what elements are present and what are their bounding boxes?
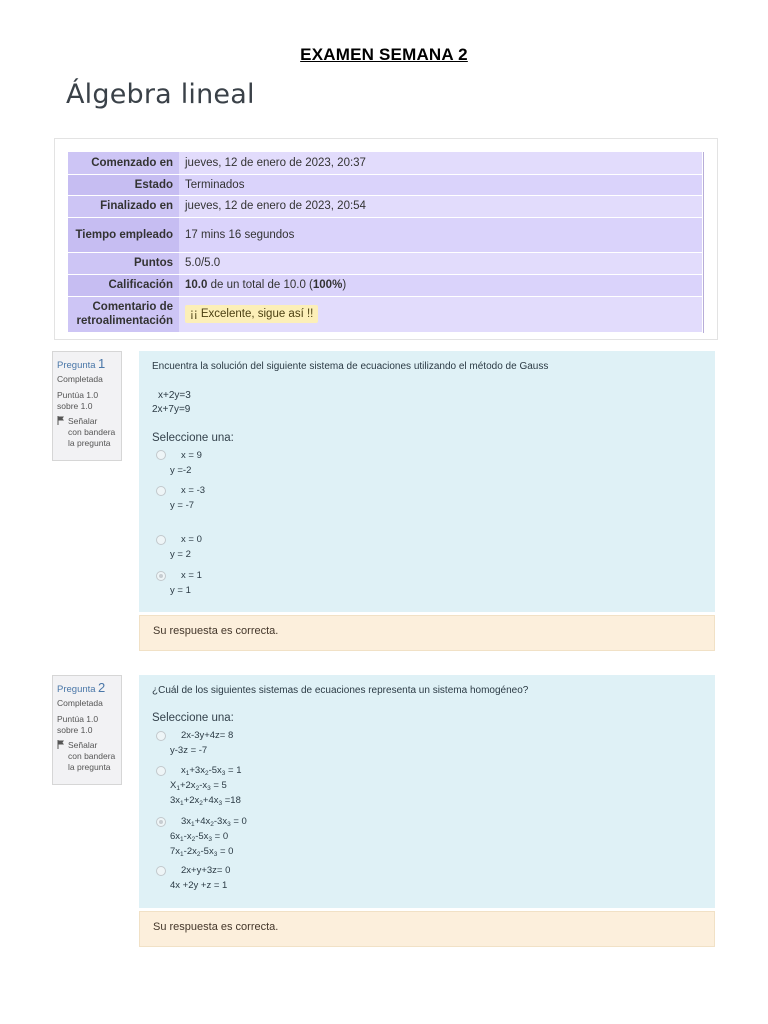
- attempt-summary: [54, 138, 718, 340]
- summary-label: Finalizado en: [68, 195, 179, 217]
- summary-row: [68, 152, 702, 174]
- feedback-text: Su respuesta es correcta.: [153, 921, 279, 933]
- grade-score: 10.0: [185, 279, 208, 291]
- option-line: 2x-3y+4z= 8: [181, 730, 234, 741]
- option-line: x = -3: [181, 485, 206, 496]
- document-title: EXAMEN SEMANA 2: [300, 45, 468, 64]
- option-line: $3x_1+4x_2-3x_3 = 0$: [181, 816, 247, 828]
- select-label: Seleccione una:: [152, 432, 234, 444]
- summary-row: [68, 174, 702, 195]
- question-number: [57, 680, 117, 695]
- score-line: sobre 1.0: [57, 401, 93, 411]
- question-score: [57, 390, 117, 412]
- summary-row: [68, 274, 702, 296]
- flag-line: con bandera: [68, 751, 116, 761]
- option-line: 4x +2y +z = 1: [170, 880, 228, 891]
- option-line: y = -7: [170, 500, 195, 511]
- question-1-content: [139, 351, 715, 612]
- score-line: sobre 1.0: [57, 725, 93, 735]
- summary-label: Comentario de retroalimentación: [68, 296, 179, 332]
- question-2-info: [52, 675, 122, 785]
- option-line: y = 2: [170, 549, 191, 560]
- option-line: y = 1: [170, 585, 191, 596]
- question-number: [57, 356, 117, 371]
- option-line: x = 9: [181, 450, 202, 461]
- course-title: Álgebra lineal: [66, 79, 255, 110]
- summary-row: [68, 296, 702, 332]
- flag-line: con bandera: [68, 427, 116, 437]
- question-label: Pregunta: [57, 684, 96, 695]
- flag-line: Señalar: [68, 740, 98, 750]
- option-line: x = 1: [181, 570, 202, 581]
- summary-row: [68, 252, 702, 274]
- summary-value: [179, 296, 702, 332]
- grade-total: de un total de 10.0 (: [207, 279, 313, 291]
- flag-line: la pregunta: [68, 762, 111, 772]
- radio-icon[interactable]: [156, 817, 166, 827]
- radio-icon[interactable]: [156, 731, 166, 741]
- summary-label: Calificación: [68, 274, 179, 296]
- question-1-feedback: [139, 615, 715, 651]
- option-line: $X_1+2x_2-x_3 = 5$: [170, 780, 227, 792]
- question-status: Completada: [57, 374, 103, 384]
- option-line: 2x+y+3z= 0: [181, 865, 231, 876]
- radio-icon[interactable]: [156, 535, 166, 545]
- summary-row: [68, 217, 702, 252]
- question-2-content: [139, 675, 715, 908]
- equation-line: x+2y=3: [158, 390, 191, 401]
- question-status: Completada: [57, 698, 103, 708]
- flag-line: Señalar: [68, 416, 98, 426]
- option-line: $3x_1+2x_2+4x_3 =18$: [170, 795, 241, 807]
- question-2-feedback: [139, 911, 715, 947]
- summary-table: [68, 152, 702, 332]
- flag-icon: [57, 416, 65, 427]
- summary-row: [68, 195, 702, 217]
- equation-line: 2x+7y=9: [152, 404, 191, 415]
- summary-value: 5.0/5.0: [179, 252, 702, 274]
- option-line: y =-2: [170, 465, 192, 476]
- question-label: Pregunta: [57, 360, 96, 371]
- question-text: ¿Cuál de los siguientes sistemas de ecuaciones representa un sistema homogéneo?: [152, 685, 529, 696]
- option-line: $x_1+3x_2-5x_3 = 1$: [181, 765, 242, 777]
- flag-icon: [57, 740, 65, 751]
- radio-icon[interactable]: [156, 766, 166, 776]
- summary-label: Tiempo empleado: [68, 217, 179, 252]
- score-line: Puntúa 1.0: [57, 714, 99, 724]
- summary-label: Puntos: [68, 252, 179, 274]
- flag-question-link[interactable]: [57, 740, 117, 773]
- summary-value: Terminados: [179, 174, 702, 195]
- radio-icon[interactable]: [156, 866, 166, 876]
- select-label: Seleccione una:: [152, 712, 234, 724]
- flag-question-link[interactable]: [57, 416, 117, 449]
- grade-close: ): [342, 279, 347, 291]
- summary-value: jueves, 12 de enero de 2023, 20:37: [179, 152, 702, 174]
- radio-icon[interactable]: [156, 450, 166, 460]
- score-line: Puntúa 1.0: [57, 390, 99, 400]
- question-number-value: 1: [97, 356, 106, 371]
- feedback-text: Su respuesta es correcta.: [153, 625, 279, 637]
- flag-text: [68, 416, 115, 449]
- radio-icon[interactable]: [156, 486, 166, 496]
- grade-value: [179, 274, 702, 296]
- option-line: y-3z = -7: [170, 745, 208, 756]
- question-1-info: [52, 351, 122, 461]
- question-score: [57, 714, 117, 736]
- feedback-badge: ¡¡ Excelente, sigue así !!: [185, 305, 318, 323]
- summary-value: jueves, 12 de enero de 2023, 20:54: [179, 195, 702, 217]
- summary-value: 17 mins 16 segundos: [179, 217, 702, 252]
- summary-label: Comenzado en: [68, 152, 179, 174]
- radio-icon[interactable]: [156, 571, 166, 581]
- question-text: Encuentra la solución del siguiente sistema de ecuaciones utilizando el método de Gauss: [152, 361, 549, 372]
- question-number-value: 2: [97, 680, 106, 695]
- option-line: $6x_1-x_2-5x_3 = 0$: [170, 831, 229, 843]
- table-border: [703, 152, 704, 333]
- option-line: $7x_1-2x_2-5x_3 = 0$: [170, 846, 234, 858]
- summary-label: Estado: [68, 174, 179, 195]
- flag-line: la pregunta: [68, 438, 111, 448]
- flag-text: [68, 740, 115, 773]
- grade-percent: 100%: [312, 279, 343, 291]
- option-line: x = 0: [181, 534, 202, 545]
